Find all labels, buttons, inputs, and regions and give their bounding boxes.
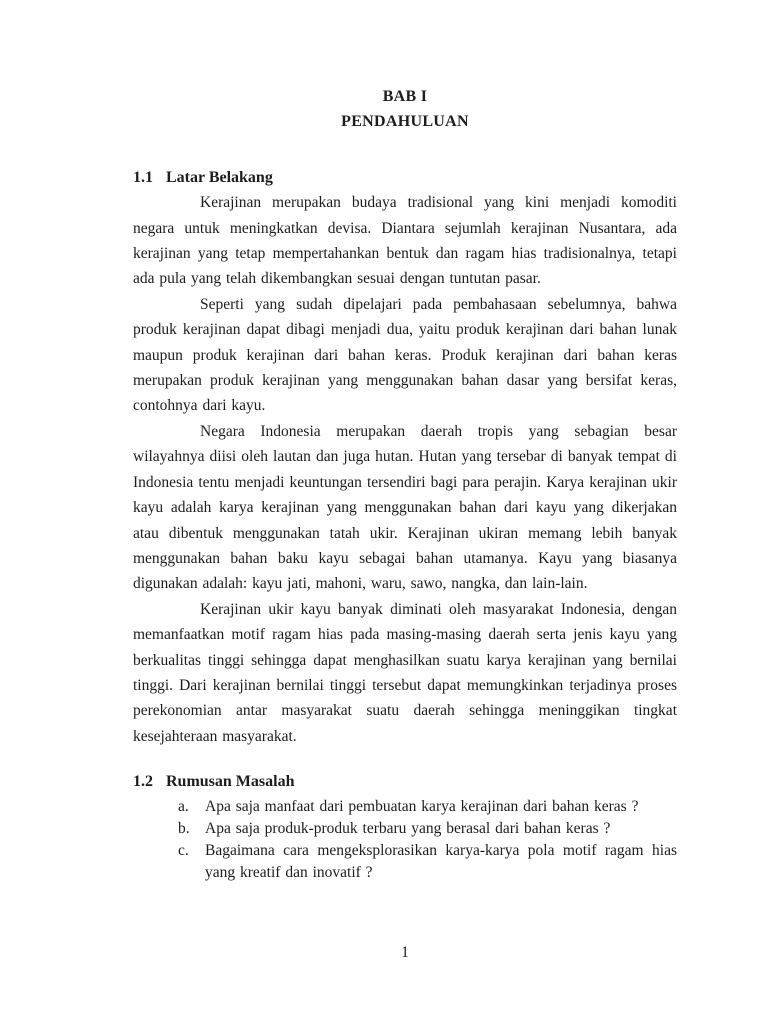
question-list xyxy=(133,796,677,884)
list-item-text: Bagaimana cara mengeksplorasikan karya-karya pola motif ragam hias yang kreatif dan inovatif ? xyxy=(205,841,677,881)
section-number: 1.2 xyxy=(133,773,153,791)
list-item-marker: a. xyxy=(178,797,189,815)
section-number: 1.1 xyxy=(133,168,153,186)
paragraph: Seperti yang sudah dipelajari pada pembahasaan sebelumnya, bahwa produk kerajinan dapat dibagi menjadi dua, yaitu produk kerajinan dari bahan lunak maupun produk kerajinan dari bahan keras. Produk kerajinan dari bahan keras merupakan produk kerajinan yang menggunakan bahan dasar yang bersifat keras, contohnya dari kayu. xyxy=(133,295,677,415)
list-item-text: Apa saja manfaat dari pembuatan karya kerajinan dari bahan keras ? xyxy=(205,797,639,815)
section-title: Rumusan Masalah xyxy=(166,773,295,791)
chapter-heading: PENDAHULUAN xyxy=(341,113,469,131)
page-content xyxy=(133,84,677,884)
list-item-marker: b. xyxy=(178,819,190,837)
paragraph: Negara Indonesia merupakan daerah tropis yang sebagian besar wilayahnya diisi oleh lautan dan juga hutan. Hutan yang tersebar di banyak tempat di Indonesia tentu menjadi keuntungan tersendiri bagi para perajin. Karya kerajinan ukir kayu adalah karya kerajinan yang menggunakan bahan dari kayu yang dikerjakan atau dibentuk menggunakan tatah ukir. Kerajinan ukiran memang lebih banyak menggunakan bahan baku kayu sebagai bahan utamanya. Kayu yang biasanya digunakan adalah: kayu jati, mahoni, waru, sawo, nangka, dan lain-lain. xyxy=(133,422,677,593)
list-item-marker: c. xyxy=(178,841,189,859)
list-item xyxy=(133,818,677,840)
section-heading xyxy=(133,769,677,794)
list-item-text: Apa saja produk-produk terbaru yang berasal dari bahan keras ? xyxy=(205,819,611,837)
list-item xyxy=(133,840,677,884)
chapter-number: BAB I xyxy=(382,88,428,105)
list-item xyxy=(133,796,677,818)
section-title: Latar Belakang xyxy=(166,168,273,186)
paragraph: Kerajinan merupakan budaya tradisional yang kini menjadi komoditi negara untuk meningkatkan devisa. Diantara sejumlah kerajinan Nusantara, ada kerajinan yang tetap mempertahankan bentuk dan ragam hias tradisionalnya, tetapi ada pula yang telah dikembangkan sesuai dengan tuntutan pasar. xyxy=(133,194,677,288)
section-rumusan-masalah xyxy=(133,769,677,883)
section-heading xyxy=(133,165,677,190)
page-number: 1 xyxy=(401,944,409,961)
section-latar-belakang xyxy=(133,165,677,749)
paragraph: Kerajinan ukir kayu banyak diminati oleh masyarakat Indonesia, dengan memanfaatkan motif ragam hias pada masing-masing daerah serta jenis kayu yang berkualitas tinggi sehingga dapat menghasilkan suatu karya kerajinan yang bernilai tinggi. Dari kerajinan bernilai tinggi tersebut dapat memungkinkan terjadinya proses perekonomian antar masyarakat suatu daerah sehingga meninggikan tingkat kesejahteraan masyarakat. xyxy=(133,600,677,745)
chapter-title-block xyxy=(133,84,677,135)
